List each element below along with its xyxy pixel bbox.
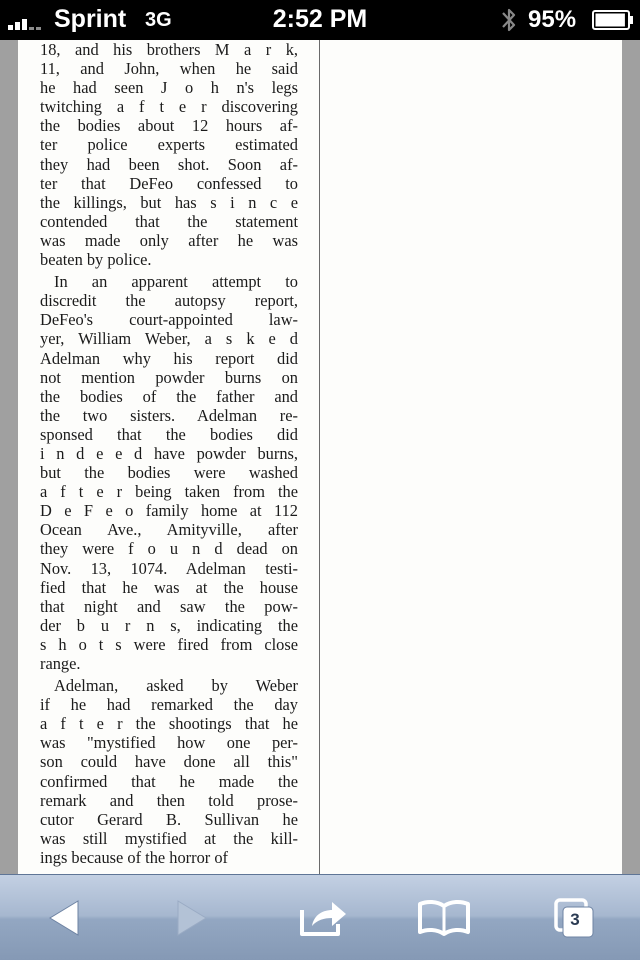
article-line: sponsed that the bodies did — [40, 424, 298, 444]
article-line: but the bodies were washed — [40, 463, 298, 483]
article-line: In an apparent attempt to — [54, 272, 298, 292]
article-line: son could have done all this" — [40, 752, 298, 772]
article-line: yer, William Weber, a s k e d — [40, 329, 298, 349]
status-time: 2:52 PM — [272, 5, 368, 33]
article-line: range. — [40, 654, 81, 673]
article-line: fied that he was at the house — [40, 577, 298, 597]
article-line: i n d e e d have powder burns, — [40, 443, 298, 463]
article-line: that night and saw the pow- — [40, 596, 298, 616]
bookmarks-icon — [417, 898, 471, 938]
tabs-count: 3 — [570, 910, 580, 929]
article-line: if he had remarked the day — [40, 695, 298, 715]
bookmarks-button[interactable] — [404, 875, 484, 960]
share-button[interactable] — [284, 875, 364, 960]
article-line: 18, and his brothers M a r k, — [40, 40, 298, 59]
article-line: a f t e r the shootings that he — [40, 714, 298, 734]
article-paragraph — [40, 676, 298, 867]
battery-percentage: 95% — [528, 6, 577, 33]
article-line: the bodies of the father and — [40, 386, 298, 406]
article-line: D e F e o family home at 112 — [40, 501, 298, 521]
article-line: confirmed that he made the — [40, 771, 298, 791]
article-line: the bodies about 12 hours af- — [40, 116, 298, 136]
article-line: 11, and John, when he said — [40, 59, 298, 79]
article-paragraph — [40, 272, 298, 673]
column-divider — [319, 40, 320, 874]
article-line: he had seen J o h n's legs — [40, 78, 298, 98]
bluetooth-icon — [499, 6, 519, 34]
article-line: was made only after he was — [40, 230, 298, 250]
article-line: Ocean Ave., Amityville, after — [40, 520, 298, 540]
article-line: contended that the statement — [40, 211, 298, 231]
article-paragraph — [40, 40, 298, 269]
article-line: ter that DeFeo confessed to — [40, 173, 298, 193]
carrier-name: Sprint — [54, 5, 127, 33]
article-line: ings because of the horror of — [40, 847, 228, 867]
article-line: the two sisters. Adelman re- — [40, 405, 298, 425]
article-line: beaten by police. — [40, 250, 152, 270]
article-line: Adelman why his report did — [40, 348, 298, 368]
browser-toolbar — [0, 874, 640, 960]
article-line: remark and then told prose- — [40, 790, 298, 810]
article-line: a f t e r being taken from the — [40, 482, 298, 502]
article-line: they were f o u n d dead on — [40, 539, 298, 559]
article-line: the killings, but has s i n c e — [40, 192, 298, 212]
article-line: Adelman, asked by Weber — [54, 676, 298, 696]
forward-button[interactable] — [152, 875, 232, 960]
article-line: der b u r n s, indicating the — [40, 615, 298, 635]
article-line: ter police experts estimated — [40, 135, 298, 155]
article-line: not mention powder burns on — [40, 367, 298, 387]
article-line: cutor Gerard B. Sullivan he — [40, 809, 298, 829]
article-line: discredit the autopsy report, — [40, 291, 298, 311]
article-line: Nov. 13, 1074. Adelman testi- — [40, 558, 298, 578]
article-text — [40, 40, 298, 867]
page-viewport[interactable] — [0, 40, 640, 874]
article-line: s h o t s were fired from close — [40, 634, 298, 654]
battery-icon — [592, 10, 634, 30]
article-line: was still mystified at the kill- — [40, 828, 298, 848]
share-icon — [298, 898, 350, 938]
article-line: they had been shot. Soon af- — [40, 154, 298, 174]
article-line: twitching a f t e r discovering — [40, 97, 298, 117]
forward-arrow-icon — [174, 898, 210, 938]
back-arrow-icon — [46, 898, 82, 938]
network-type: 3G — [145, 9, 172, 31]
article-line: was "mystified how one per- — [40, 733, 298, 753]
newspaper-clipping — [18, 40, 622, 874]
article-line: DeFeo's court-appointed law- — [40, 310, 298, 330]
back-button[interactable] — [24, 875, 104, 960]
status-bar — [0, 0, 640, 40]
